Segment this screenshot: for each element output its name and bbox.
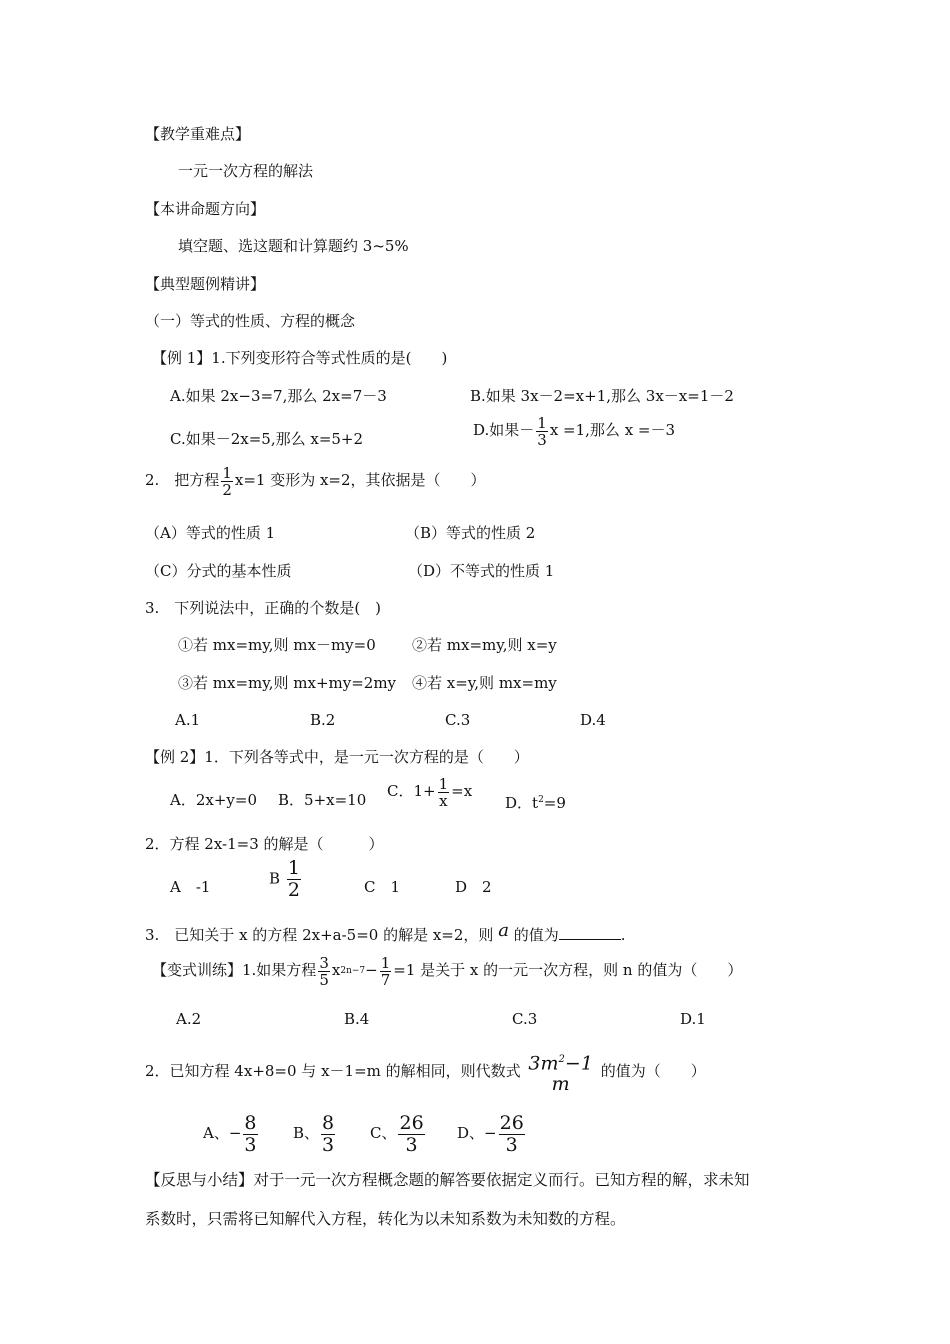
ex1-option-d: D.如果－ $\frac{1}{3}$ x =1,那么 x =－3 xyxy=(473,413,676,449)
examples-heading: 【典型题例精讲】 xyxy=(145,275,266,293)
ex2-q2-option-a: A -1 xyxy=(170,878,211,896)
var-q1-option-a: A.2 xyxy=(176,1010,202,1028)
fraction-one-seventh: $\frac{1}{7}$ xyxy=(380,953,391,989)
ex1-question2: 2. 把方程 $\frac{1}{2}$ x=1 变形为 x=2，其依据是（ ） xyxy=(145,463,486,499)
var-q2-option-d: D、− $\frac{26}{3}$ xyxy=(457,1111,524,1156)
keypoints-heading: 【教学重难点】 xyxy=(145,125,251,143)
summary-line-2: 系数时，只需将已知解代入方程，转化为以未知系数为未知数的方程。 xyxy=(145,1210,626,1228)
ex1-option-c: C.如果－2x=5,那么 x=5+2 xyxy=(170,430,364,448)
var-q2-option-c: C、 $\frac{26}{3}$ xyxy=(370,1111,424,1156)
summary-line-1: 【反思与小结】对于一元一次方程概念题的解答要依据定义而行。已知方程的解，求未知 xyxy=(145,1171,750,1189)
section-subtitle: （一）等式的性质、方程的概念 xyxy=(145,312,356,330)
fraction-one-over-x: $\frac{1}{x}$ xyxy=(438,774,449,810)
ex1-q2-option-b: （B）等式的性质 2 xyxy=(405,524,536,542)
ex1-q3-option-b: B.2 xyxy=(310,711,336,729)
ex2-option-b: B．5+x=10 xyxy=(278,791,367,809)
fraction-one-half: $\frac{1}{2}$ xyxy=(222,463,232,499)
statement-3: ③若 mx=my,则 mx+my=2my xyxy=(178,674,397,692)
ex1-q3-option-c: C.3 xyxy=(445,711,471,729)
ex1-option-a: A.如果 2x−3=7,那么 2x=7－3 xyxy=(170,387,387,405)
statement-2: ②若 mx=my,则 x=y xyxy=(412,636,557,654)
direction-body: 填空题、选这题和计算题约 3~5% xyxy=(178,237,409,255)
ex2-option-c: C．1+ $\frac{1}{x}$ =x xyxy=(387,774,473,810)
ex2-q2-option-b: B $\frac{1}{2}$ xyxy=(269,857,300,901)
statement-4: ④若 x=y,则 mx=my xyxy=(412,674,557,692)
fraction-one-third: $\frac{1}{3}$ xyxy=(537,413,547,449)
ex2-question2: 2．方程 2x-1=3 的解是（ ） xyxy=(145,835,384,853)
fraction-three-fifths: $\frac{3}{5}$ xyxy=(319,953,329,989)
ex2-option-d: D．$t^2=9$ xyxy=(505,794,566,812)
ex1-q2-option-c: （C）分式的基本性质 xyxy=(145,562,292,580)
ex1-q2-option-d: （D）不等式的性质 1 xyxy=(408,562,555,580)
ex1-question3: 3. 下列说法中，正确的个数是( ) xyxy=(145,599,382,617)
example2-question1: 【例 2】1．下列各等式中，是一元一次方程的是（ ） xyxy=(145,748,529,766)
var-q1-option-d: D.1 xyxy=(680,1010,706,1028)
example1-question1: 【例 1】1.下列变形符合等式性质的是( ) xyxy=(152,349,448,367)
keypoints-body: 一元一次方程的解法 xyxy=(178,162,314,180)
var-q2-option-b: B、 $\frac{8}{3}$ xyxy=(293,1111,335,1156)
variant-question2: 2．已知方程 4x+8=0 与 x－1=m 的解相同，则代数式 $3m^2-1$ m 的值为（ ） xyxy=(145,1046,706,1096)
ex2-q2-option-c: C 1 xyxy=(364,878,401,896)
direction-heading: 【本讲命题方向】 xyxy=(145,200,266,218)
var-q1-option-c: C.3 xyxy=(512,1010,538,1028)
statement-1: ①若 mx=my,则 mx－my=0 xyxy=(178,636,376,654)
ex2-q2-option-d: D 2 xyxy=(455,878,492,896)
ex1-q3-option-d: D.4 xyxy=(580,711,606,729)
ex2-question3: 3. 已知关于 x 的方程 2x+a-5=0 的解是 x=2，则 a 的值为 . xyxy=(145,920,626,944)
fraction-expression: $3m^2-1$ m xyxy=(528,1052,593,1096)
ex1-q2-option-a: （A）等式的性质 1 xyxy=(145,524,276,542)
variant-question1: 【变式训练】1.如果方程 $\frac{3}{5}$ x2n−7− $\frac{1}{7}$ =1 是关于 x 的一元一次方程，则 n 的值为（ ） xyxy=(152,953,743,989)
ex2-option-a: A．2x+y=0 xyxy=(170,791,257,809)
ex1-option-b: B.如果 3x－2=x+1,那么 3x－x=1－2 xyxy=(470,387,734,405)
var-q1-option-b: B.4 xyxy=(344,1010,370,1028)
fraction-one-half-large: $\frac{1}{2}$ xyxy=(287,857,300,901)
answer-blank xyxy=(559,925,621,940)
var-q2-option-a: A、− $\frac{8}{3}$ xyxy=(203,1111,257,1156)
ex1-q3-option-a: A.1 xyxy=(175,711,201,729)
